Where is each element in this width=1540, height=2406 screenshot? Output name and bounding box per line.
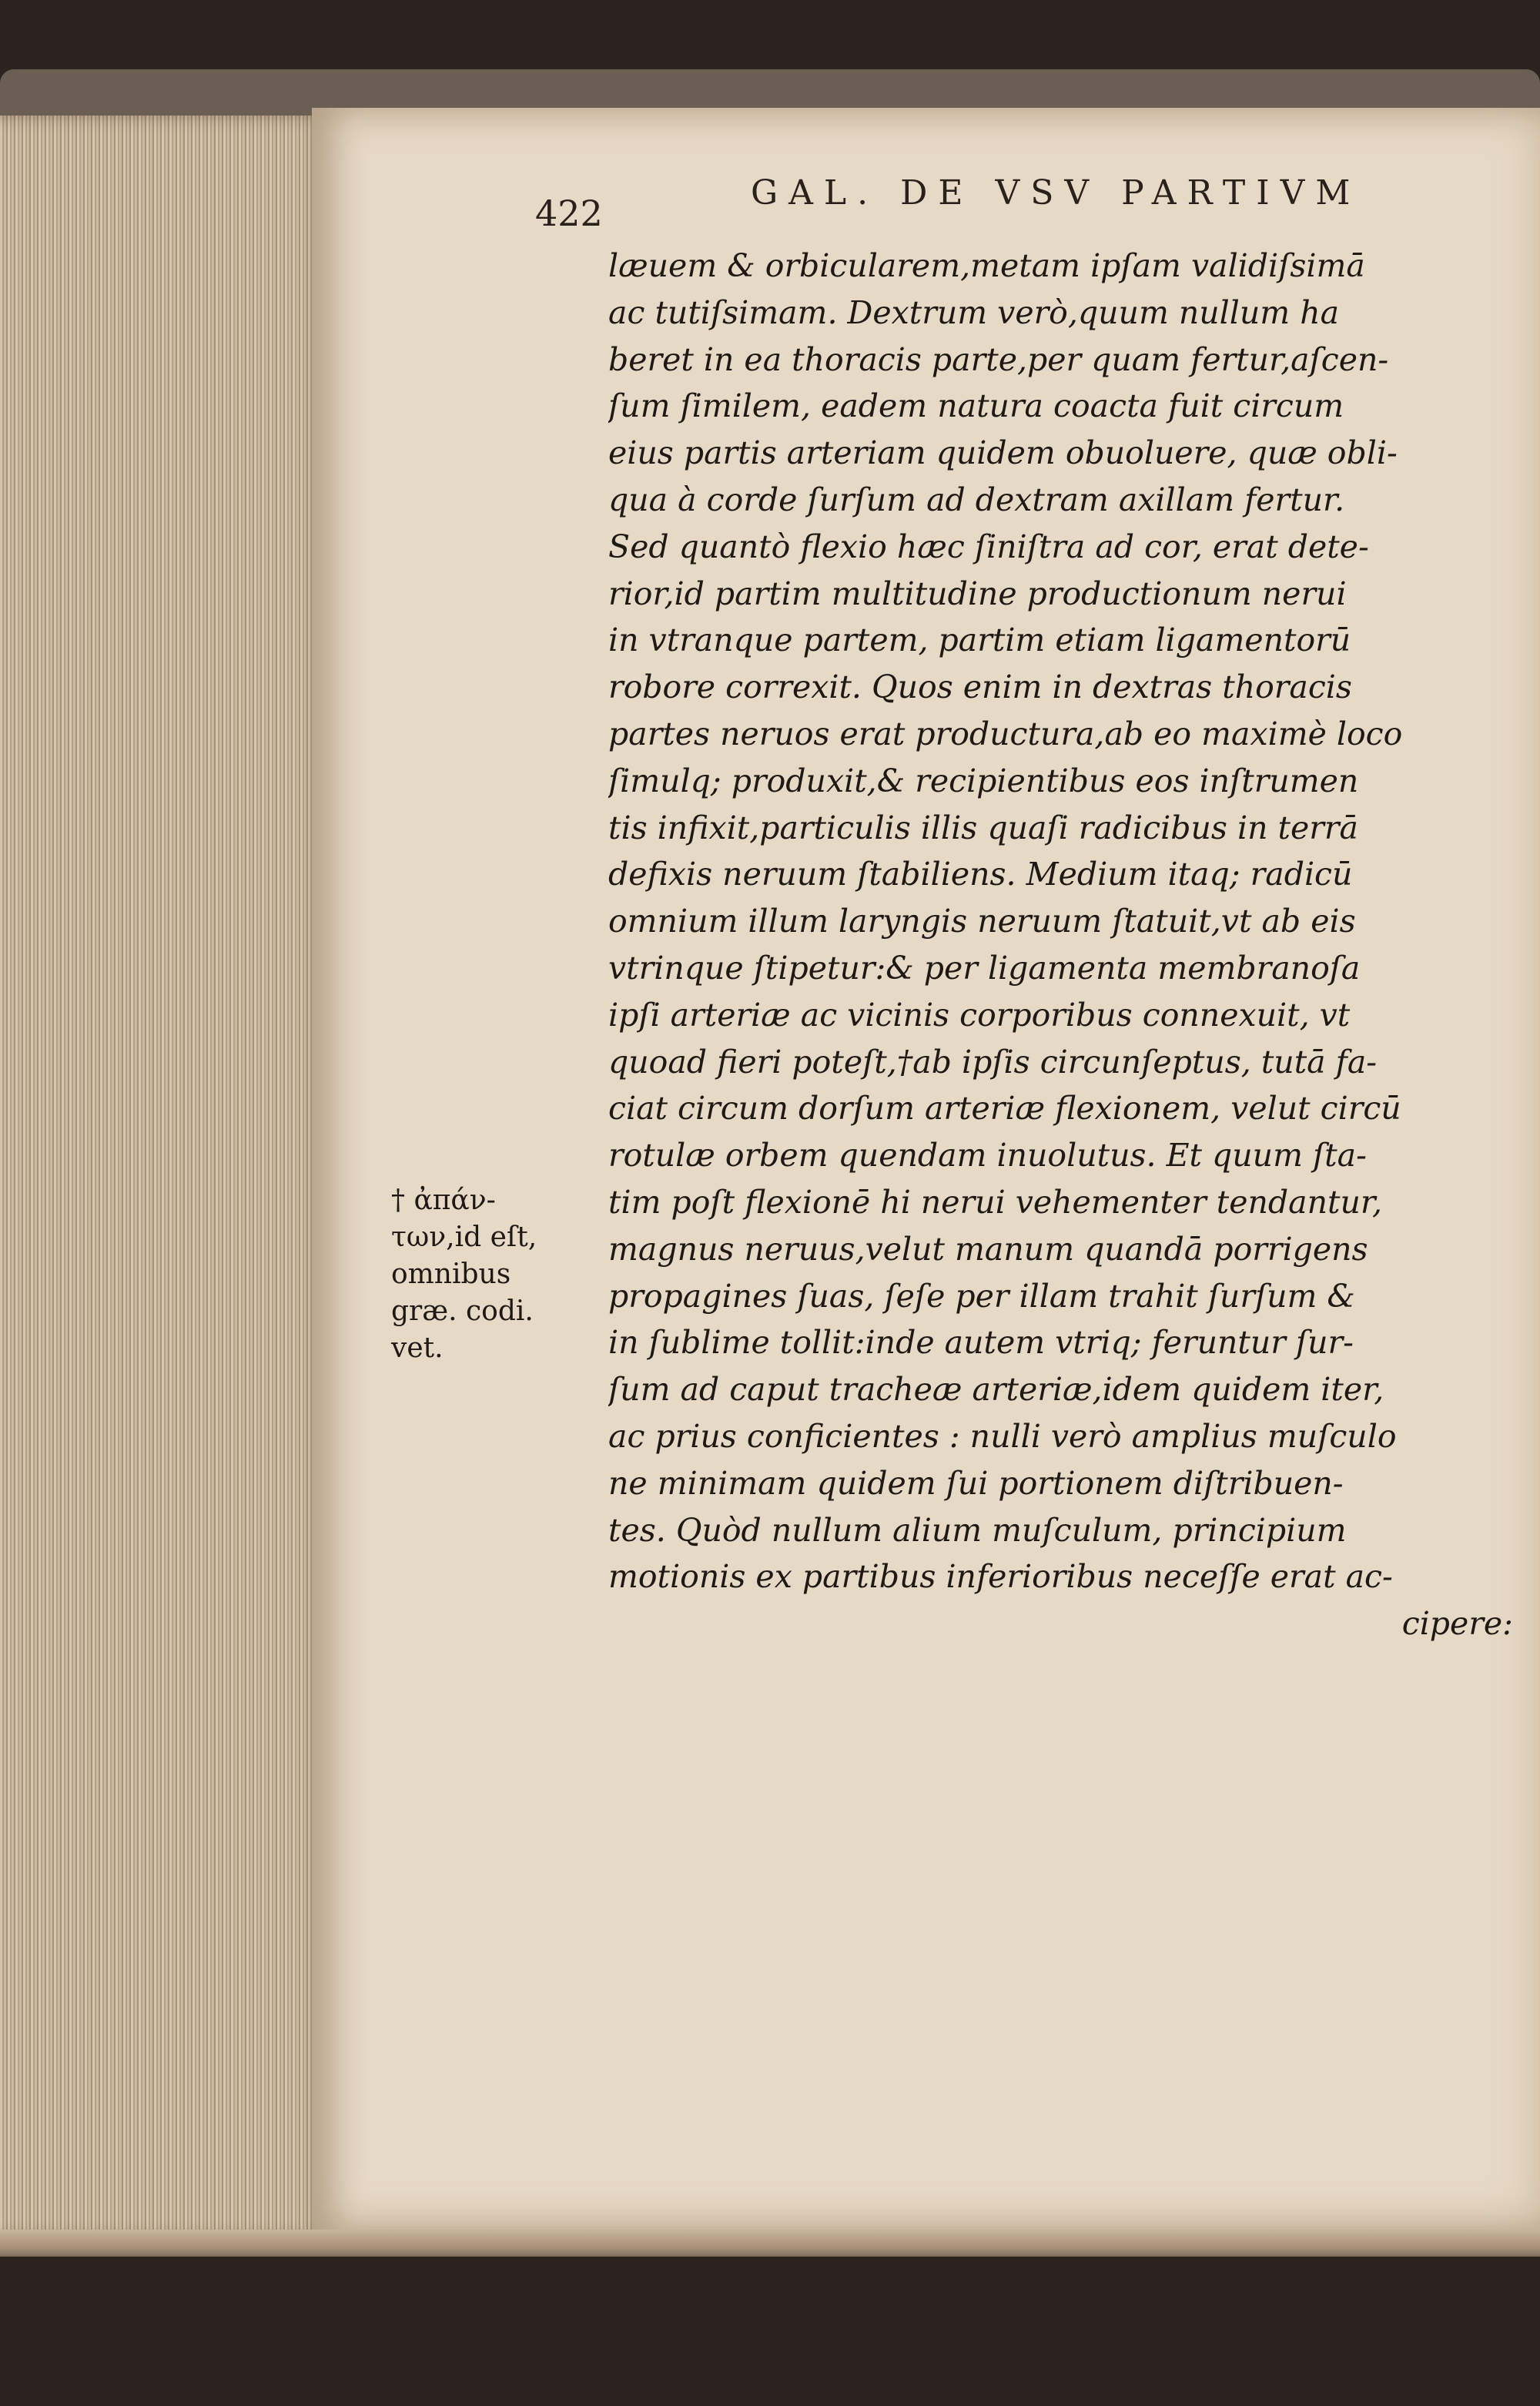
text-line: ſimulq; produxit,& recipientibus eos inſtrumen: [608, 762, 1359, 799]
body-text: [608, 243, 1513, 1647]
marginal-note: [391, 1182, 607, 1367]
text-line: ipſi arteriæ ac vicinis corporibus connexuit, vt: [608, 996, 1351, 1034]
text-line: partes neruos erat productura,ab eo maximè loco: [608, 715, 1403, 752]
text-line: vtrinque ſtipetur:& per ligamenta membranoſa: [608, 949, 1361, 987]
text-line: ſum ad caput tracheæ arteriæ,idem quidem iter,: [608, 1371, 1384, 1409]
text-line: ac tutiſsimam. Dextrum verò,quum nullum ha: [608, 293, 1340, 331]
text-line: ac prius conficientes : nulli verò amplius muſculo: [608, 1417, 1397, 1455]
text-line: cipere:: [1401, 1605, 1513, 1643]
text-line: quoad fieri poteſt,†ab ipſis circunſeptus, tutā fa-: [608, 1043, 1378, 1081]
text-line: eius partis arteriam quidem obuoluere, quæ obli-: [608, 434, 1398, 472]
text-line: omnium illum laryngis neruum ſtatuit,vt ab eis: [608, 903, 1356, 940]
background-bottom: [0, 2257, 1540, 2406]
page-bottom-edge: [0, 2230, 1540, 2260]
text-line: defixis neruum ſtabiliens. Medium itaq; radicū: [608, 856, 1353, 893]
text-line: tes. Quòd nullum alium muſculum, principium: [608, 1511, 1347, 1549]
text-line: in vtranque partem, partim etiam ligamentorū: [608, 622, 1351, 659]
page-block-edges: [0, 116, 331, 2237]
marginal-line: † ἀπάν-: [391, 1185, 496, 1216]
marginal-line: græ. codi.: [391, 1295, 534, 1327]
text-line: ſum ſimilem, eadem natura coacta fuit circum: [608, 387, 1344, 425]
running-head-title: GAL. DE VSV PARTIVM: [751, 173, 1361, 213]
text-line: ciat circum dorſum arteriæ flexionem, velut circū: [608, 1090, 1401, 1128]
text-line: magnus neruus,velut manum quandā porrigens: [608, 1230, 1368, 1268]
marginal-line: vet.: [391, 1332, 444, 1364]
page-number: 422: [535, 193, 603, 234]
text-line: rior,id partim multitudine productionum nerui: [608, 575, 1347, 612]
text-line: in ſublime tollit:inde autem vtriq; feruntur ſur-: [608, 1324, 1354, 1362]
text-line: propagines ſuas, ſeſe per illam trahit ſurſum &: [608, 1277, 1355, 1315]
text-line: Sed quantò flexio hæc ſiniſtra ad cor, erat dete-: [608, 528, 1369, 565]
text-line: rotulæ orbem quendam inuolutus. Et quum ſta-: [608, 1137, 1367, 1175]
marginal-line: των,id eſt,: [391, 1221, 537, 1253]
text-line: robore correxit. Quos enim in dextras thoracis: [608, 669, 1352, 706]
text-line: qua à corde ſurſum ad dextram axillam fertur.: [608, 481, 1345, 518]
marginal-line: omnibus: [391, 1258, 511, 1290]
text-line: motionis ex partibus inferioribus neceſſe erat ac-: [608, 1558, 1393, 1596]
text-line: beret in ea thoracis parte,per quam fertur,aſcen-: [608, 340, 1389, 378]
text-line: læuem & orbicularem,metam ipſam validiſsimā: [608, 247, 1365, 284]
text-line: tis infixit,particulis illis quaſi radicibus in terrā: [608, 809, 1358, 846]
background-top: [0, 0, 1540, 77]
text-line: ne minimam quidem ſui portionem diſtribuen-: [608, 1464, 1344, 1502]
text-line: tim poſt flexionē hi nerui vehementer tendantur,: [608, 1183, 1382, 1221]
